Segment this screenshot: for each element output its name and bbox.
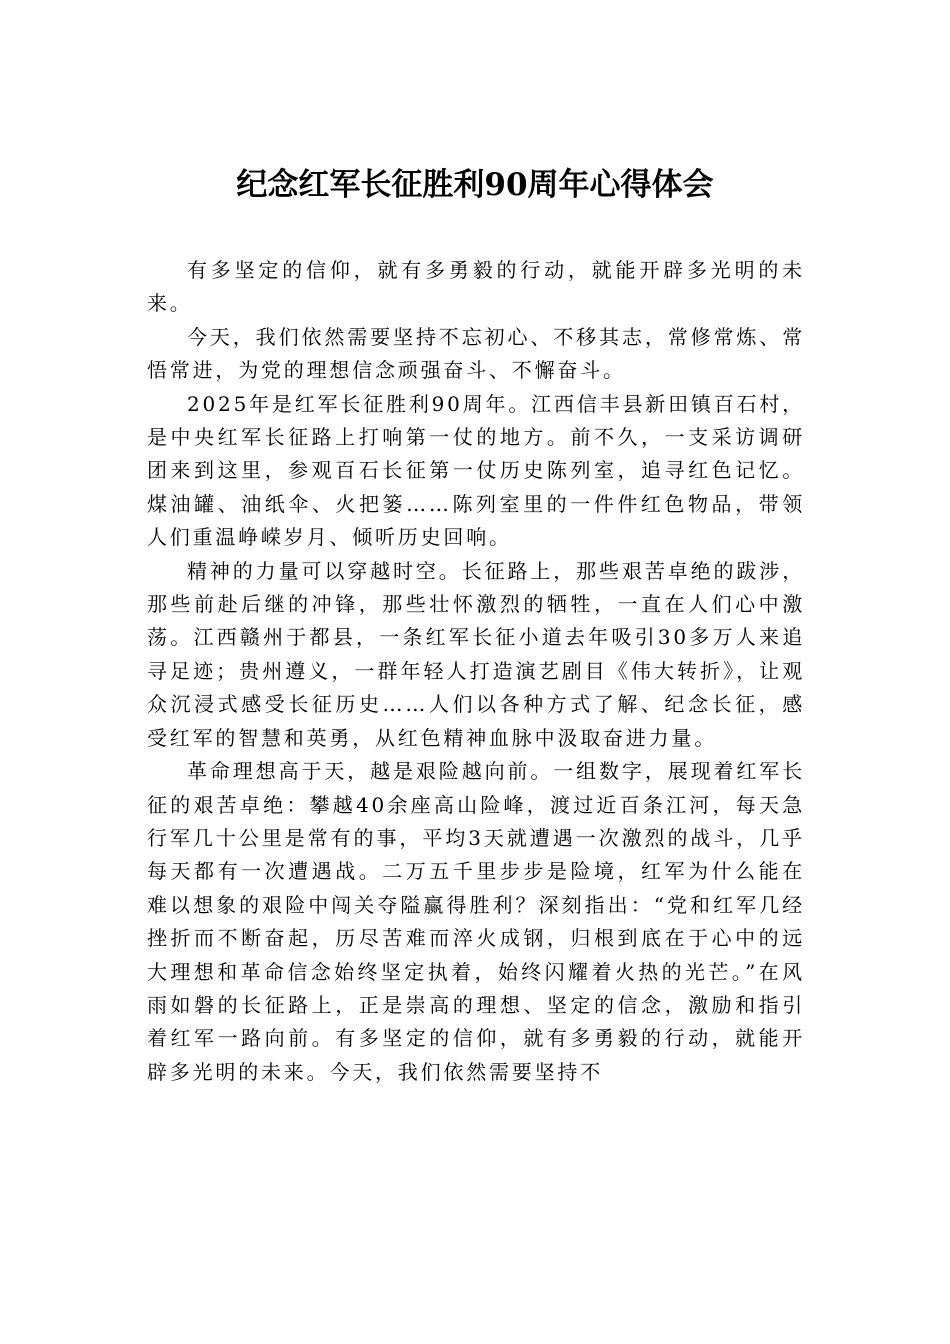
paragraph-1: 有多坚定的信仰，就有多勇毅的行动，就能开辟多光明的未来。: [147, 258, 805, 316]
paragraph-4: 精神的力量可以穿越时空。长征路上，那些艰苦卓绝的跋涉，那些前赴后继的冲锋，那些壮怀激烈的牺牲，一直在人们心中激荡。江西赣州于都县，一条红军长征小道去年吸引30多万人来追寻足迹；贵州遵义，一群年轻人打造演艺剧目《伟大转折》，让观众沉浸式感受长征历史……人们以各种方式了解、纪念长征，感受红军的智慧和英勇，从红色精神血脉中汲取奋进力量。: [147, 558, 805, 750]
paragraph-2: 今天，我们依然需要坚持不忘初心、不移其志，常修常炼、常悟常进，为党的理想信念顽强奋斗、不懈奋斗。: [147, 324, 805, 383]
document-title: 纪念红军长征胜利90周年心得体会: [236, 167, 714, 203]
paragraph-5: 革命理想高于天，越是艰险越向前。一组数字，展现着红军长征的艰苦卓绝：攀越40余座高山险峰，渡过近百条江河，每天急行军几十公里是常有的事，平均3天就遭遇一次激烈的战斗，几乎每天都有一次遭遇战。二万五千里步步是险境，红军为什么能在难以想象的艰险中闯关夺隘赢得胜利？深刻指出：“党和红军几经挫折而不断奋起，历尽苦难而淬火成钢，归根到底在于心中的远大理想和革命信念始终坚定执着，始终闪耀着火热的光芒。”在风雨如磐的长征路上，正是崇高的理想、坚定的信念，激励和指引着红军一路向前。有多坚定的信仰，就有多勇毅的行动，就能开辟多光明的未来。今天，我们依然需要坚持不: [147, 759, 805, 1084]
document-body: [147, 254, 805, 1089]
paragraph-3: 2025年是红军长征胜利90周年。江西信丰县新田镇百石村，是中央红军长征路上打响第一仗的地方。前不久，一支采访调研团来到这里，参观百石长征第一仗历史陈列室，追寻红色记忆。煤油罐、油纸伞、火把篓……陈列室里的一件件红色物品，带领人们重温峥嵘岁月、倾听历史回响。: [147, 391, 805, 550]
